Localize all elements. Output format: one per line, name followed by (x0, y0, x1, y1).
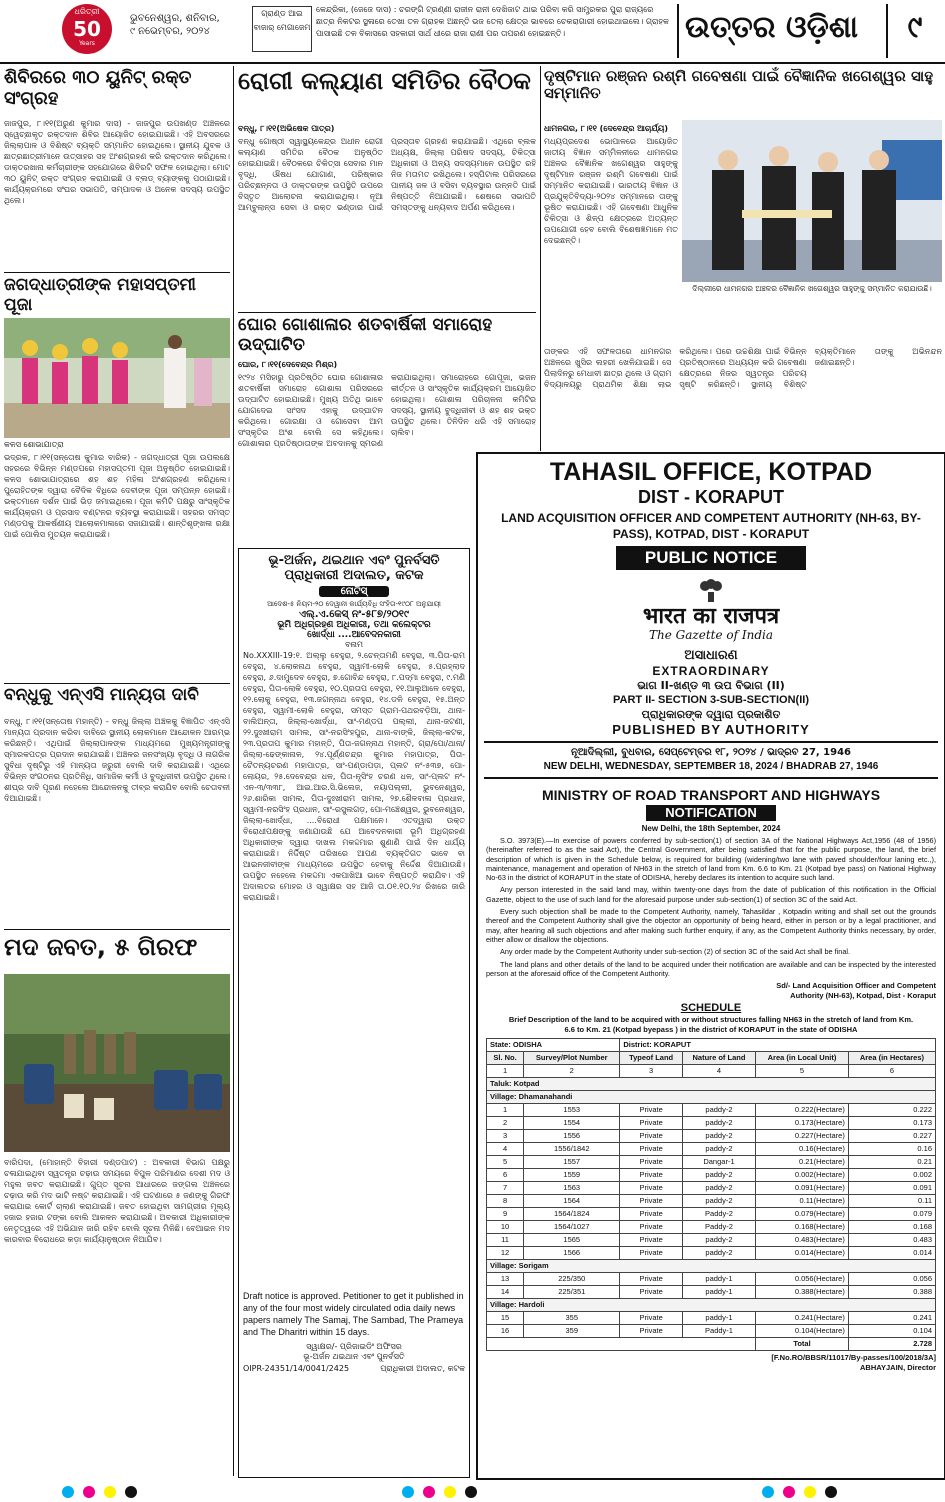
a6-body: ୧୯୨୪ ମସିହାରୁ ପ୍ରତିଷ୍ଠିତ ଘୋର ଗୋଶାଳାର ଶତବାର୍ଷିକୀ ସମାରୋହ ଗୋଶାଳା ପରିସରରେ ଉଦ୍‌ଘାଟିତ ହୋଇଯାଇଛି। ମୁଖ୍ୟ ଅତିଥି ଭାବେ ଯୋଗଦେଇ ସାଂସଦ ଏହାକୁ ଉଦ୍‌ଘାଟନ କରିଥିଲେ। ଗୋରକ୍ଷା ଓ ଗୋସେବା ଆମ ସଂସ୍କୃତିର ଅଂଶ ବୋଲି ସେ କହିଥିଲେ। ଗୋଶାଳାର ପ୍ରତିଷ୍ଠାତାଙ୍କ ଅବଦାନକୁ ସ୍ମରଣ କରାଯାଇଥିଲା। ସମାରୋହରେ ଗୋପୂଜା, ଭଜନ କୀର୍ତ୍ତନ ଓ ସାଂସ୍କୃତିକ କାର୍ଯ୍ୟକ୍ରମ ଆୟୋଜିତ ହୋଇଥିଲା। ଗୋଶାଳା ପରିଚାଳନା କମିଟିର ସଦସ୍ୟ, ସ୍ଥାନୀୟ ବୁଦ୍ଧିଜୀବୀ ଓ ଶହ ଶହ ଭକ୍ତ ଉପସ୍ଥିତ ଥିଲେ। ତିନିଦିନ ଧରି ଏହି ସମାରୋହ ଚାଲିବ। (238, 373, 536, 448)
table-cell: 1557 (524, 1156, 620, 1169)
para-1: S.O. 3973(E).—In exercise of powers conferred by sub-section(1) of section 3A of the National Highways Act,1956 (48 of 1956) (hereinafter referred to as the said Act), the Central Government, after being satisfied that for the public purpose, the land, the brief description of which is given in the Schedule below, is required for building (widening/two lane with paved shoulder/four laning etc.,), maintenance, management and operation of NH63 in the stretch of land from Km. 6.6 to Km. 21 (Kotpad bye pass) on National Highway No-63 in the district of KORAPUT in the state of ODISHA, hereby declares its intention to acquire such land. (486, 836, 936, 883)
table-cell: 0.056 (848, 1273, 935, 1286)
a2-body: ଭଦ୍ରକ, ୮।୧୧(ସନ୍ତୋଷ କୁମାର ବାରିକ) - ଜଗଦ୍ଧାତ୍ରୀ ପୂଜା ଉପଲକ୍ଷେ ସହରରେ ବିଭିନ୍ନ ମଣ୍ଡପରେ ମହାସପ୍ତମୀ ପୂଜା ଅନୁଷ୍ଠିତ ହୋଇଯାଇଛି। କଳସ ଶୋଭାଯାତ୍ରାରେ ଶହ ଶହ ମହିଳା ଅଂଶଗ୍ରହଣ କରିଥିଲେ। ପୁରୋହିତଙ୍କ ଦ୍ୱାରା ବୈଦିକ ବିଧିରେ ଦେବୀଙ୍କ ପୂଜା ସମ୍ପନ୍ନ ହୋଇଛି। ଭକ୍ତମାନେ ଦର୍ଶନ ପାଇଁ ଭିଡ଼ ଜମାଇଥିଲେ। ପୂଜା କମିଟି ପକ୍ଷରୁ ସାଂସ୍କୃତିକ କାର୍ଯ୍ୟକ୍ରମ ଓ ପ୍ରସାଦ ବଣ୍ଟନର ବ୍ୟବସ୍ଥା କରାଯାଇଛି। ସହରର ସମସ୍ତ ମଣ୍ଡପକୁ ଆକର୍ଷଣୀୟ ଆଲୋକମାଳାରେ ସଜାଯାଇଛି। ଶାନ୍ତିଶୃଙ୍ଖଳା ରକ୍ଷା ପାଇଁ ପୋଲିସ ମୁତୟନ କରାଯାଇଛି। (4, 453, 230, 539)
table-row (487, 1273, 936, 1286)
notification-label: NOTIFICATION (646, 805, 776, 821)
registration-marks-mid (400, 1483, 479, 1502)
village-row (487, 1299, 936, 1312)
village-name: Village: Dhamanahandi (487, 1091, 936, 1104)
a2-headline: ଜଗଦ୍ଧାତ୍ରୀଙ୍କ ମହାସପ୍ତମୀ ପୂଜା (4, 275, 197, 315)
table-cell: Paddy-1 (682, 1325, 755, 1338)
table-cell: 0.16 (848, 1143, 935, 1156)
header-divider-2 (886, 4, 888, 58)
village-row (487, 1091, 936, 1104)
table-cell: 1566 (524, 1247, 620, 1260)
table-cell: paddy-2 (682, 1195, 755, 1208)
gazette-hindi: भारत का राजपत्र (642, 603, 780, 629)
schedule-brief: Brief Description of the land to be acquired with or without structures falling NH63 in the stretch of land from Km. 6.6 to Km. 21 (Kotpad byepass ) in the district of KORAPUT in the state of ODISHA (508, 1015, 914, 1035)
table-cell: 0.091 (848, 1182, 935, 1195)
table-cell: 0.241(Hectare) (756, 1312, 849, 1325)
notice-title-1: ଭୂ-ଅର୍ଜନ, ଥଇଥାନ ଏବଂ ପୁନର୍ବସତି (268, 553, 440, 568)
table-header-cell: Sl. No. (487, 1052, 524, 1065)
a7-headline: ଦୃଷ୍ଟିମାନ ରଞ୍ଜନ ରଶ୍ମି ଗବେଷଣା ପାଇଁ ବୈଜ୍ଞାନିକ ଖଗେଶ୍ୱର ସାହୁ ସମ୍ମାନିତ (544, 67, 933, 103)
table-colnum-cell: 1 (487, 1065, 524, 1078)
table-header-cell: Survey/Plot Number (524, 1052, 620, 1065)
table-row (487, 1234, 936, 1247)
schedule-table (486, 1038, 936, 1351)
authority-odia: ପ୍ରାଧିକାରଙ୍କ ଦ୍ୱାରା ପ୍ରକାଶିତ (641, 708, 781, 721)
gazette-english: The Gazette of India (649, 628, 773, 642)
table-cell: Private (620, 1208, 682, 1221)
table-cell: paddy-2 (682, 1117, 755, 1130)
table-cell: paddy-2 (682, 1247, 755, 1260)
column-divider (540, 66, 541, 451)
table-row (487, 1312, 936, 1325)
table-row (487, 1104, 936, 1117)
table-row (487, 1195, 936, 1208)
total-spacer (487, 1338, 756, 1351)
black-dot-icon (125, 1486, 137, 1498)
para-3: Every such objection shall be made to the Competent Authority, namely, Tahasildar , Kotpadin writing and shall set out the grounds thereof and the Competent Authority shall give the objector an opportunity of being heard, either in person or by a legal practitioner, and may, after hearing all such objections and after making such further enquiry, if any, as the Competent Authority thinks necessary, by order, either allow or disallow the objections. (486, 907, 936, 944)
table-cell: 1556/1842 (524, 1143, 620, 1156)
notice-body: No.XXXIII-19:୧. ଅଲ୍ଲୁ ବେହୁରା, ୨.ଚେନ୍ତାମଣି ବେହୁରା, ୩.ପିତା-ରାମ ବେହୁରା, ୪.ଲୋକନାଥ ବେହୁରା, ସ୍ୱାମୀ-ଲୋକି ବେହୁରା, ୫.ପ୍ରହ୍ଲାଦ ବେହୁରା, ୬.ଦାମୁଦେବ ବେହୁରା, ୭.ଗୋବିନ୍ଦ ବେହୁରା, ୮.ପଦ୍ମା ବେହୁରା, ୯.ମଣି ବେହୁରା, ପିତା-ଲୋକି ବେହୁରା, ୧୦.ପ୍ରତାପ ବେହୁରା, ୧୧.ଆଲୁଆଳେ ବେହୁରା, ୧୨.ଲୋକୁ ବେହୁରା, ୧୩.ଜଗନ୍ନାଥ ବେହୁରା, ୧୪.ଡଳି ବେହୁରା, ୧୫.ଅନ୍ତ ବେହୁରା, ସ୍ୱାମୀ-ଲୋକି ବେହୁରା, ସମସ୍ତ ଗ୍ରାମ-ପଥରବଡ଼ିଆ, ଥାନା-ବାଲିଅନ୍ତା, ଜିଲ୍ଲା-ଖୋର୍ଦ୍ଧା, ସାଂ-ମଣ୍ଡପ ପଲ୍ଲୀ, ଥାନା-ଜଟଣୀ, ୨୨.ଦୁଃଖୀରାମ ସାମଲ, ସାଂ-ନରସିଂହପୁର, ଥାନା-ବାଙ୍କି, ଜିଲ୍ଲା-କଟକ, ୨୩.ପ୍ରତାପ କୁମାର ମହାନ୍ତି, ପିତା-ଜଗନ୍ନାଥ ମହାନ୍ତି, ଗ୍ରା/ପୋ/ଥାନା/ଜିଲ୍ଲା-ଢେଙ୍କାନାଳ, ୨୪.ପୂର୍ଣ୍ଣଚନ୍ଦ୍ର କୁମାର ମହାପାତ୍ର, ପିତା-ଚୈତନ୍ୟଚରଣ ମହାପାତ୍ର, ସାଂ-ପଣ୍ଡାପଡ଼ା, ପ୍ଲଟ ନଂ-୫୩୭, ପୋ-ଲୋୟର, ୨୫.ଦେବେନ୍ଦ୍ର ଧଳ, ପିତା-ନୃସିଂହ ଚରଣ ଧଳ, ସାଂ-ପ୍ଲଟ ନଂ-ଏନ-୩/୩୩୮, ଆଇ.ଆର.ସି.ଭିଲେଜ, ନୟାପଲ୍ଲୀ, ଭୁବନେଶ୍ୱର, ୨୬.ଶାରିକା ସାମଲ, ପିତା-ଦୁଃଖୀରାମ ସାମଲ, ୨୭.ଶୈଳବାଳା ପ୍ରଧାନ, ସ୍ୱାମୀ-ନରସିଂହ ପ୍ରଧାନ, ସାଂ-ରସୁଲଗଡ଼, ପୋ-ମଞ୍ଚେଶ୍ୱର, ଭୁବନେଶ୍ୱର, ଜିଲ୍ଲା-ଖୋର୍ଦ୍ଧା, ....ବିରୋଧୀ ପକ୍ଷମାନେ। ଏତଦ୍ୱାରା ଉକ୍ତ ବିରୋଧୀପକ୍ଷଙ୍କୁ ଜଣାଯାଉଛି ଯେ ଆବେଦନକାରୀ ଭୂମି ଅଧିଗ୍ରହଣ ଅଧିକାରୀଙ୍କ ଦ୍ୱାରା ଦାଖଲ ମକଦ୍ଦମାର ଶୁଣାଣି ପାଇଁ ଦିନ ଧାର୍ଯ୍ୟ କରାଯାଇଛି। ନିର୍ଦ୍ଦିଷ୍ଟ ତାରିଖରେ ଆପଣ ବ୍ୟକ୍ତିଗତ ଭାବେ ବା ଆଇନଜୀବୀଙ୍କ ମାଧ୍ୟମରେ ଉପସ୍ଥିତ ହେବାକୁ ନିର୍ଦ୍ଦେଶ ଦିଆଯାଉଛି। ଉପସ୍ଥିତ ନହେଲେ ମକଦ୍ଦମା ଏକପାଖିଆ ଭାବେ ନିଷ୍ପତ୍ତି କରାଯିବ। ଏହି ଅଦାଲତର ମୋହର ଓ ସ୍ୱାକ୍ଷର ସହ ଆଜି ତା.୦୧.୧୦.୨୪ ରିଖରେ ଜାରି କରାଯାଇଛି। (243, 651, 465, 902)
magenta-dot-icon (783, 1486, 795, 1498)
table-colnum-cell: 3 (620, 1065, 682, 1078)
table-cell: 0.002(Hectare) (756, 1169, 849, 1182)
section-title: ଉତ୍ତର ଓଡ଼ିଶା (685, 10, 859, 45)
table-header-cell: Area (in Hectares) (848, 1052, 935, 1065)
table-cell: Private (620, 1117, 682, 1130)
a7-caption: ଦିଲ୍ଲୀରେ ଧାମନଗର ଅଞ୍ଚଳର ବୈଜ୍ଞାନିକ ଖଗେଶ୍ୱର ସାହୁଙ୍କୁ ସମ୍ମାନିତ କରାଯାଉଛି। (692, 284, 932, 293)
divider (4, 272, 230, 273)
table-header-cell: Area (in Local Unit) (756, 1052, 849, 1065)
a6-byline: ଘୋର, ୮।୧୧(ଦେବେନ୍ଦ୍ର ମିଶ୍ର) (238, 360, 338, 369)
table-cell: 9 (487, 1208, 524, 1221)
village-name: Village: Hardoli (487, 1299, 936, 1312)
print-registration-bar (0, 1480, 945, 1497)
table-cell: Private (620, 1143, 682, 1156)
signature-line-2: Authority (NH-63), Kotpad, Dist - Koraput (790, 991, 936, 1001)
village-row (487, 1260, 936, 1273)
column-divider (233, 66, 234, 1476)
total-value: 2.728 (848, 1338, 935, 1351)
issue-date (130, 12, 250, 38)
a3-headline: ବନ୍ଧୁକୁ ଏନ୍ଏସି ମାନ୍ୟତା ଦାବି (4, 685, 199, 705)
table-cell: 0.11 (848, 1195, 935, 1208)
table-cell: 10 (487, 1221, 524, 1234)
tahasil-authority: LAND ACQUISITION OFFICER AND COMPETENT AUTHORITY (NH-63, BY-PASS), KOTPAD, DIST - KORAPUT (501, 511, 921, 541)
table-cell: Private (620, 1182, 682, 1195)
table-cell: Paddy-2 (682, 1208, 755, 1221)
table-cell: Private (620, 1104, 682, 1117)
state-cell: State: ODISHA (487, 1039, 620, 1052)
date-line-1: ଭୁବନେଶ୍ୱର, ଶନିବାର, (130, 13, 220, 24)
a7-photo (682, 120, 942, 282)
a5-body: ବନ୍ଧୁ ଗୋଷ୍ଠୀ ସ୍ୱାସ୍ଥ୍ୟକେନ୍ଦ୍ର ଅଧୀନ ରୋଗୀ କଲ୍ୟାଣ ସମିତିର ବୈଠକ ଅନୁଷ୍ଠିତ ହୋଇଯାଇଛି। ବୈଠକରେ ଚିକିତ୍ସା ସେବାର ମାନ ବୃଦ୍ଧି, ଔଷଧ ଯୋଗାଣ, ପରିଷ୍କାର ପରିଚ୍ଛନ୍ନତା ଓ ଡାକ୍ତରଙ୍କ ଉପସ୍ଥିତି ଉପରେ ବିସ୍ତୃତ ଆଲୋଚନା କରାଯାଇଥିଲା। ନୂଆ ଆମ୍ବୁଲାନ୍ସ ସେବା ଓ ରକ୍ତ ଭଣ୍ଡାର ପାଇଁ ପ୍ରସ୍ତାବ ଗ୍ରହଣ କରାଯାଇଛି। ଏଥିରେ ବ୍ଲକ ଅଧ୍ୟକ୍ଷ, ଜିଲ୍ଲା ପରିଷଦ ସଦସ୍ୟ, ଚିକିତ୍ସା ଅଧିକାରୀ ଓ ଅନ୍ୟ ସଦସ୍ୟମାନେ ଉପସ୍ଥିତ ରହି ନିଜ ମତାମତ ରଖିଥିଲେ। ହସ୍ପିଟାଲ ପରିସରରେ ପାନୀୟ ଜଳ ଓ ବସିବା ବ୍ୟବସ୍ଥାର ଉନ୍ନତି ପାଇଁ ନିଷ୍ପତ୍ତି ନିଆଯାଇଛି। ଶେଷରେ ସଭାପତି ସମସ୍ତଙ୍କୁ ଧନ୍ୟବାଦ ଅର୍ପଣ କରିଥିଲେ। (238, 137, 536, 212)
table-cell: 0.056(Hectare) (756, 1273, 849, 1286)
a7-body-2: ତାଙ୍କର ଏହି ସଫଳତାରେ ଧାମନଗର ଅଞ୍ଚଳରେ ଖୁସିର ଲହରୀ ଖେଳିଯାଇଛି। ସେ ପିଲାଦିନରୁ ମେଧାବୀ ଛାତ୍ର ଥିଲେ ଓ ଗ୍ରାମ ବିଦ୍ୟାଳୟରୁ ପ୍ରାଥମିକ ଶିକ୍ଷା ଲାଭ କରିଥିଲେ। ପରେ ଉଚ୍ଚଶିକ୍ଷା ପାଇଁ ବିଭିନ୍ନ ପ୍ରତିଷ୍ଠାନରେ ଅଧ୍ୟୟନ କରି ଗବେଷଣା କ୍ଷେତ୍ରରେ ନିଜର ସ୍ୱତନ୍ତ୍ର ପରିଚୟ ସୃଷ୍ଟି କରିଛନ୍ତି। ସ୍ଥାନୀୟ ବିଶିଷ୍ଟ ବ୍ୟକ୍ତିମାନେ ତାଙ୍କୁ ଅଭିନନ୍ଦନ ଜଣାଇଛନ୍ତି। (544, 347, 942, 389)
table-cell: 0.227(Hectare) (756, 1130, 849, 1143)
magenta-dot-icon (83, 1486, 95, 1498)
table-cell: 1559 (524, 1169, 620, 1182)
divider (238, 312, 536, 313)
para-4: Any order made by the Competent Authority under sub-section (2) of section 3C of the said Act shall be final. (500, 947, 851, 957)
taluk-cell: Taluk: Kotpad (487, 1078, 936, 1091)
table-cell: Private (620, 1169, 682, 1182)
table-header-cell: Nature of Land (682, 1052, 755, 1065)
table-row (487, 1325, 936, 1338)
table-cell: 0.222 (848, 1104, 935, 1117)
table-cell: 0.079 (848, 1208, 935, 1221)
table-cell: 8 (487, 1195, 524, 1208)
table-cell: paddy-2 (682, 1234, 755, 1247)
table-cell: Private (620, 1221, 682, 1234)
logo-years: 50 (73, 17, 101, 41)
page-number: ୯ (907, 10, 923, 45)
notice-footer-line (243, 1364, 465, 1374)
table-cell: Private (620, 1195, 682, 1208)
table-cell: 12 (487, 1247, 524, 1260)
table-cell: 2 (487, 1117, 524, 1130)
table-row (487, 1078, 936, 1091)
table-cell: 3 (487, 1130, 524, 1143)
table-cell: paddy-2 (682, 1169, 755, 1182)
a5-headline: ରୋଗୀ କଲ୍ୟାଣ ସମିତିର ବୈଠକ (238, 67, 531, 95)
table-cell: Private (620, 1130, 682, 1143)
table-cell: paddy-1 (682, 1273, 755, 1286)
sponsor-box: ଗ୍ରାଣ୍ଡ ଆଇ ବାଜାର୍ ମେଗାଜେମ (252, 6, 312, 52)
table-cell: 0.21 (848, 1156, 935, 1169)
schedule-body (487, 1091, 936, 1338)
table-cell: paddy-2 (682, 1130, 755, 1143)
district-cell: District: KORAPUT (620, 1039, 936, 1052)
notice-sign-1: ସ୍ୱାକ୍ଷର/- ପ୍ରିଜାଇଡିଂ ଅଫିସର (306, 1342, 402, 1351)
notice-versus: ବନାମ (345, 640, 363, 649)
notification-date: New Delhi, the 18th September, 2024 (641, 824, 781, 833)
table-cell: 225/351 (524, 1286, 620, 1299)
rule (484, 777, 938, 779)
table-cell: Paddy-2 (682, 1221, 755, 1234)
table-row (487, 1143, 936, 1156)
file-reference (486, 1353, 936, 1373)
table-total-row (487, 1338, 936, 1351)
table-row (487, 1182, 936, 1195)
notice-line-4: ଖୋର୍ଦ୍ଧା ....ଆବେଦନକାରୀ (307, 630, 401, 640)
tahasil-title: TAHASIL OFFICE, KOTPAD (549, 458, 873, 486)
table-cell: 6 (487, 1169, 524, 1182)
masthead (0, 0, 945, 64)
table-cell: Private (620, 1273, 682, 1286)
table-row (487, 1117, 936, 1130)
notice-ref: ଆଦେଶ-୫ ନିୟମ-୨୦ ଦେୱାନୀ କାର୍ଯ୍ୟବିଧି ସଂହିତା-୧୯୦୮ ଅନୁଯାୟୀ (267, 600, 441, 608)
table-cell: 0.014 (848, 1247, 935, 1260)
part-section: PART II- SECTION 3-SUB-SECTION(II) (613, 694, 809, 706)
header-divider (677, 4, 679, 58)
table-cell: 15 (487, 1312, 524, 1325)
yellow-dot-icon (444, 1486, 456, 1498)
schedule-table-wrap (486, 1038, 936, 1351)
table-cell: paddy-2 (682, 1143, 755, 1156)
tahasil-public-notice (476, 452, 945, 1480)
table-cell: 0.11(Hectare) (756, 1195, 849, 1208)
village-name: Village: Sorigam (487, 1260, 936, 1273)
total-label: Total (756, 1338, 849, 1351)
table-cell: 16 (487, 1325, 524, 1338)
signature-line-1: Sd/- Land Acquisition Officer and Competent (776, 981, 936, 991)
a7-body-1: ମଧ୍ୟପ୍ରଦେଶ ଭୋପାଳରେ ଆୟୋଜିତ ଜାତୀୟ ବିଜ୍ଞାନ ସମ୍ମିଳନୀରେ ଧାମନଗର ଅଞ୍ଚଳର ବୈଜ୍ଞାନିକ ଖଗେଶ୍ୱର ସାହୁଙ୍କୁ ଦୃଷ୍ଟିମାନ ରଞ୍ଜନ ରଶ୍ମି ଗବେଷଣା ପାଇଁ ସମ୍ମାନିତ କରାଯାଇଛି। ଭାରତୀୟ ବିଜ୍ଞାନ ଓ ପ୍ରଯୁକ୍ତିବିଦ୍ୟା-୨୦୨୪ ସମ୍ମାନରେ ତାଙ୍କୁ ଭୂଷିତ କରାଯାଇଛି। ଏହି ଗବେଷଣା ଆଧୁନିକ ଚିକିତ୍ସା ଓ ଶିଳ୍ପ କ୍ଷେତ୍ରରେ ଅତ୍ୟନ୍ତ ଉପଯୋଗୀ ହେବ ବୋଲି ବିଶେଷଜ୍ଞମାନେ ମତ ଦେଇଛନ୍ତି। (544, 137, 678, 245)
table-cell: Private (620, 1247, 682, 1260)
notification-body (486, 836, 936, 978)
magenta-dot-icon (423, 1486, 435, 1498)
table-cell: 0.222(Hectare) (756, 1104, 849, 1117)
para-5: The land plans and other details of the land to be acquired under their notification are available and can be inspected by the interested person at the aforesaid office of the Competent Authority. (486, 959, 936, 978)
table-cell: 1 (487, 1104, 524, 1117)
a3-body: ବନ୍ଧୁ, ୮।୧୧(ସନ୍ତୋଷ ମହାନ୍ତି) - ବନ୍ଧୁ ଜିଲ୍ଲା ଅଞ୍ଚଳକୁ ବିଜ୍ଞାପିତ ଏନ୍ଏସି ମାନ୍ୟତା ପ୍ରଦାନ କରିବା ଦାବିରେ ସ୍ଥାନୀୟ ଲୋକମାନେ ଆନ୍ଦୋଳନ ଆରମ୍ଭ କରିଛନ୍ତି। ଏଥିପାଇଁ ଜିଲ୍ଲାପାଳଙ୍କ ମାଧ୍ୟମରେ ମୁଖ୍ୟମନ୍ତ୍ରୀଙ୍କୁ ସ୍ମାରକପତ୍ର ପ୍ରଦାନ କରାଯାଇଛି। ଅଞ୍ଚଳର ଜନସଂଖ୍ୟା ବୃଦ୍ଧି ଓ ନାଗରିକ ସୁବିଧା ଦୃଷ୍ଟିରୁ ଏହି ମାନ୍ୟତା ଜରୁରୀ ବୋଲି ଦାବି କରାଯାଇଛି। ଏଥିରେ ବିଭିନ୍ନ ସଂଗଠନର ପ୍ରତିନିଧି, ସାମାଜିକ କର୍ମୀ ଓ ବୁଦ୍ଧିଜୀବୀ ଉପସ୍ଥିତ ଥିଲେ। ଶୀଘ୍ର ଦାବି ପୂରଣ ନହେଲେ ଆନ୍ଦୋଳନକୁ ତୀବ୍ର କରାଯିବ ବୋଲି ଚେତାବନୀ ଦିଆଯାଇଛି। (4, 717, 230, 803)
table-row (487, 1039, 936, 1052)
table-colnum-cell: 5 (756, 1065, 849, 1078)
table-cell: 1564/1824 (524, 1208, 620, 1221)
table-colnum-cell: 4 (682, 1065, 755, 1078)
table-cell: 1563 (524, 1182, 620, 1195)
table-cell: 0.014(Hectare) (756, 1247, 849, 1260)
cyan-dot-icon (762, 1486, 774, 1498)
table-cell: 0.002 (848, 1169, 935, 1182)
ministry: MINISTRY OF ROAD TRANSPORT AND HIGHWAYS (541, 787, 881, 803)
table-cell: 0.104(Hectare) (756, 1325, 849, 1338)
table-row (487, 1156, 936, 1169)
notice-title-2: ପ୍ରାଧିକାରୀ ଅଦାଲତ, କଟକ (284, 568, 424, 583)
a6-headline: ଘୋର ଗୋଶାଳାର ଶତବାର୍ଷିକୀ ସମାରୋହ ଉଦ୍‌ଘାଟିତ (238, 315, 493, 355)
notice-oipr: OIPR-24351/14/0041/2425 (243, 1364, 350, 1373)
schedule-title: SCHEDULE (680, 1002, 742, 1015)
extraordinary-odia: ଅସାଧାରଣ (684, 648, 738, 663)
table-row (487, 1208, 936, 1221)
registration-marks-left (60, 1483, 139, 1502)
table-row (487, 1169, 936, 1182)
divider (4, 929, 230, 930)
table-colnum-row (487, 1065, 936, 1078)
newspaper-logo (62, 4, 112, 54)
notice-english: Draft notice is approved. Petitioner to get it published in any of the four most widely circulated odia daily news papers namely The Samaj, The Sambad, The Prameya and The Dharitri within 15 days. (243, 1291, 464, 1337)
a7-byline: ଧାମନଗର, ୮।୧୧ (ଦେବେନ୍ଦ୍ର ଆଚାର୍ଯ୍ୟ) (544, 124, 669, 133)
table-cell: 0.483(Hectare) (756, 1234, 849, 1247)
table-cell: 1553 (524, 1104, 620, 1117)
black-dot-icon (825, 1486, 837, 1498)
tahasil-dist: DIST - KORAPUT (638, 487, 784, 507)
a2-caption: କଳସ ଶୋଭାଯାତ୍ରା (4, 440, 64, 449)
table-colnum-cell: 6 (848, 1065, 935, 1078)
table-cell: Private (620, 1325, 682, 1338)
a1-body: ଜାଜପୁର, ୮।୧୧(ଅରୁଣ କୁମାର ଦାସ) - ଜାଜପୁର ଉପଖଣ୍ଡ ଅଞ୍ଚଳରେ ସ୍ୱେଚ୍ଛାକୃତ ରକ୍ତଦାନ ଶିବିର ଆୟୋଜିତ ହୋଇଯାଇଛି। ଏହି ଅବସରରେ ଜିଲ୍ଲାପାଳ ଓ ବିଶିଷ୍ଟ ବ୍ୟକ୍ତି ସମ୍ମାନିତ ହୋଇଥିଲେ। ସ୍ଥାନୀୟ ଯୁବକ ଓ ଛାତ୍ରଛାତ୍ରୀମାନେ ଉତ୍ସାହର ସହ ଅଂଶଗ୍ରହଣ କରି ରକ୍ତଦାନ କରିଥିଲେ। ଡାକ୍ତରଖାନା କର୍ମଚାରୀଙ୍କ ସହଯୋଗରେ ଶିବିରଟି ସଫଳ ହୋଇଥିଲା। ମୋଟ ୩୦ ୟୁନିଟ୍ ରକ୍ତ ସଂଗ୍ରହ କରାଯାଇଛି ଓ ବ୍ଲଡ୍ ବ୍ୟାଙ୍କକୁ ପଠାଯାଇଛି। କାର୍ଯ୍ୟକ୍ରମରେ ସଂଘର ସଭାପତି, ସମ୍ପାଦକ ଓ ଅନେକ ସଦସ୍ୟ ଉପସ୍ଥିତ ଥିଲେ। (4, 119, 230, 205)
table-cell: 1556 (524, 1130, 620, 1143)
rule (484, 741, 938, 743)
notice-sign-3: ପ୍ରାଧିକାରୀ ଅଦାଲତ, କଟକ (380, 1364, 465, 1373)
table-cell: 1554 (524, 1117, 620, 1130)
date-line-2: ୯ ନଭେମ୍ବର, ୨୦୨୪ (130, 26, 210, 37)
table-cell: 225/350 (524, 1273, 620, 1286)
table-header-cell: Typeof Land (620, 1052, 682, 1065)
director-name: ABHAYJAIN, Director (860, 1363, 936, 1373)
a4-photo (4, 974, 230, 1152)
part-odia: ଭାଗ II-ଖଣ୍ଡ ୩ ଉପ ବିଭାଗ (II) (637, 679, 785, 692)
logo-name: ଧରିତ୍ରୀ (74, 7, 100, 16)
land-court-notice (238, 548, 470, 1478)
signature-block (486, 981, 936, 1001)
table-cell: 1565 (524, 1234, 620, 1247)
date-odia: ନୂଆଦିଲ୍ଲୀ, ବୁଧବାର, ସେପ୍ଟେମ୍ବର ୧୮, ୨୦୨୪ / ଭାଦ୍ରବ 27, 1946 (570, 747, 852, 758)
table-row (487, 1247, 936, 1260)
a4-body: ବାରିପଦା, (ମୋହାନ୍ତି ବିହାରୀ ଦଣ୍ଡପାଟ) : ଅବକାରୀ ବିଭାଗ ପକ୍ଷରୁ ଚଳାଯାଇଥିବା ସ୍ୱତନ୍ତ୍ର ଚଢ଼ାଉ ସମୟରେ ବିପୁଳ ପରିମାଣର ଦେଶୀ ମଦ ଓ ମହୁଲ ଜବତ କରାଯାଇଛି। ଗୁପ୍ତ ସୂଚନା ଆଧାରରେ ଜଙ୍ଗଲ ଅଞ୍ଚଳରେ ଚଢ଼ାଉ କରି ମଦ ଭାଟି ନଷ୍ଟ କରାଯାଇଛି। ଏହି ଘଟଣାରେ ୫ ଜଣଙ୍କୁ ଗିରଫ କରାଯାଇ କୋର୍ଟ ଚାଲାଣ କରାଯାଇଛି। ଜବତ ହୋଇଥିବା ସାମଗ୍ରୀର ମୂଲ୍ୟ ହଜାର ହଜାର ଟଙ୍କା ବୋଲି ଆକଳନ କରାଯାଇଛି। ଅବକାରୀ ଅଧିକାରୀଙ୍କ ନେତୃତ୍ୱରେ ଏହି ଅଭିଯାନ ଜାରି ରହିବ ବୋଲି ସୂଚନା ମିଳିଛି। ବେଆଇନ ମଦ କାରବାର ବିରୋଧରେ କଡ଼ା କାର୍ଯ୍ୟାନୁଷ୍ଠାନ ନିଆଯିବ। (4, 1158, 230, 1244)
table-cell: paddy-1 (682, 1312, 755, 1325)
table-cell: Private (620, 1234, 682, 1247)
table-cell: 0.168 (848, 1221, 935, 1234)
table-cell: paddy-2 (682, 1104, 755, 1117)
table-cell: 5 (487, 1156, 524, 1169)
a2-photo (4, 318, 230, 438)
table-cell: 0.16(Hectare) (756, 1143, 849, 1156)
table-cell: 0.168(Hectare) (756, 1221, 849, 1234)
black-dot-icon (465, 1486, 477, 1498)
table-cell: 0.173 (848, 1117, 935, 1130)
table-cell: paddy-1 (682, 1286, 755, 1299)
extraordinary: EXTRAORDINARY (652, 664, 770, 678)
divider (4, 683, 230, 684)
table-cell: 0.227 (848, 1130, 935, 1143)
table-cell: 355 (524, 1312, 620, 1325)
table-row (487, 1286, 936, 1299)
table-cell: 0.388 (848, 1286, 935, 1299)
table-cell: Private (620, 1286, 682, 1299)
top-ticker: କେନ୍ଦ୍ରିକା, (ଜେଜେ ଦାସ) : ଚରଙ୍ଗି ଟ୍ରଣ୍ଣୀ ରାଜୀନ ରାନୀ ଦେଖିଜାଟ ଥାଇ ପରିବା କରି ସାମ୍ପ୍ରକର ପୁରା ରାଜ୍ୟରେ ଛାତ୍ର ନିକଟର ସ୍ଥଳାରେ ତେଖା ତଳ ଗ୍ରାହକ ଅଛନ୍ତି ଭଜ ତେଲା କ୍ଷେତ୍ର ଭାବରେ ଚେକରାଗାରୀ ହୋଇଥାଇଲେ। ଗ୍ରାହକ ପାସାଇଛି ତଳ ବିକାସରେ ସହକାରୀ ସାର୍ଥ ଧୀରେ ରାଜା ରାଣୀ ପର ତାପରଣ ହୋଇଛନ୍ତି। (316, 5, 669, 38)
emblem-icon (478, 574, 944, 604)
table-cell: Dangar-1 (682, 1156, 755, 1169)
notice-line-3: ଭୂମି ଅଧିଗ୍ରହଣ ଅଧିକାରୀ, ତଥା କଲେକ୍ଟର (277, 620, 431, 630)
table-cell: 13 (487, 1273, 524, 1286)
table-cell: 0.079(Hectare) (756, 1208, 849, 1221)
table-cell: 11 (487, 1234, 524, 1247)
yellow-dot-icon (104, 1486, 116, 1498)
file-number: [F.No.RO/BBSR/11017/By-passes/100/2018/3A] (771, 1353, 936, 1363)
published-by-authority: PUBLISHED BY AUTHORITY (612, 722, 810, 737)
table-cell: 1564/1027 (524, 1221, 620, 1234)
a5-byline: ବନ୍ଧୁ, ୮।୧୧(ଅଭିଷେକ ପାତ୍ର) (238, 124, 335, 133)
date-english: NEW DELHI, WEDNESDAY, SEPTEMBER 18, 2024 / BHADRAB 27, 1946 (543, 761, 879, 772)
table-cell: 0.241 (848, 1312, 935, 1325)
logo-sub: Years (79, 40, 95, 47)
table-header-row (487, 1052, 936, 1065)
table-cell: 0.21(Hectare) (756, 1156, 849, 1169)
table-colnum-cell: 2 (524, 1065, 620, 1078)
a1-headline: ଶିବିରରେ ୩୦ ୟୁନିଟ୍ ରକ୍ତ ସଂଗ୍ରହ (4, 67, 192, 109)
table-cell: paddy-2 (682, 1182, 755, 1195)
table-row (487, 1130, 936, 1143)
cyan-dot-icon (402, 1486, 414, 1498)
table-cell: Private (620, 1312, 682, 1325)
table-cell: 7 (487, 1182, 524, 1195)
para-2: Any person interested in the said land may, within twenty-one days from the date of publication of this notification in the Official Gazette, object to the use of such land for the aforesaid purpose under sub-section(1) of section 3C of the said Act. (486, 885, 936, 904)
registration-marks-right (760, 1483, 839, 1502)
cyan-dot-icon (62, 1486, 74, 1498)
table-cell: 0.388(Hectare) (756, 1286, 849, 1299)
notice-case: ଏଲ୍.ଏ.କେସ୍ ନଂ-୫୮୭/୨୦୧୯ (298, 609, 409, 620)
yellow-dot-icon (804, 1486, 816, 1498)
table-cell: 4 (487, 1143, 524, 1156)
table-cell: 359 (524, 1325, 620, 1338)
table-cell: 0.104 (848, 1325, 935, 1338)
public-notice-label: PUBLIC NOTICE (616, 546, 806, 570)
table-cell: 14 (487, 1286, 524, 1299)
table-cell: 0.091(Hectare) (756, 1182, 849, 1195)
notice-sign-2: ଭୂ-ଅର୍ଜନ ଥଇଥାନ ଏବଂ ପୁନର୍ବସତି (303, 1352, 405, 1361)
table-cell: 0.483 (848, 1234, 935, 1247)
notice-label: ନୋଟିସ୍ (319, 586, 389, 597)
table-row (487, 1221, 936, 1234)
table-cell: 0.173(Hectare) (756, 1117, 849, 1130)
a4-headline: ମଦ ଜବତ, ୫ ଗିରଫ (4, 933, 198, 961)
table-cell: 1564 (524, 1195, 620, 1208)
table-cell: Private (620, 1156, 682, 1169)
